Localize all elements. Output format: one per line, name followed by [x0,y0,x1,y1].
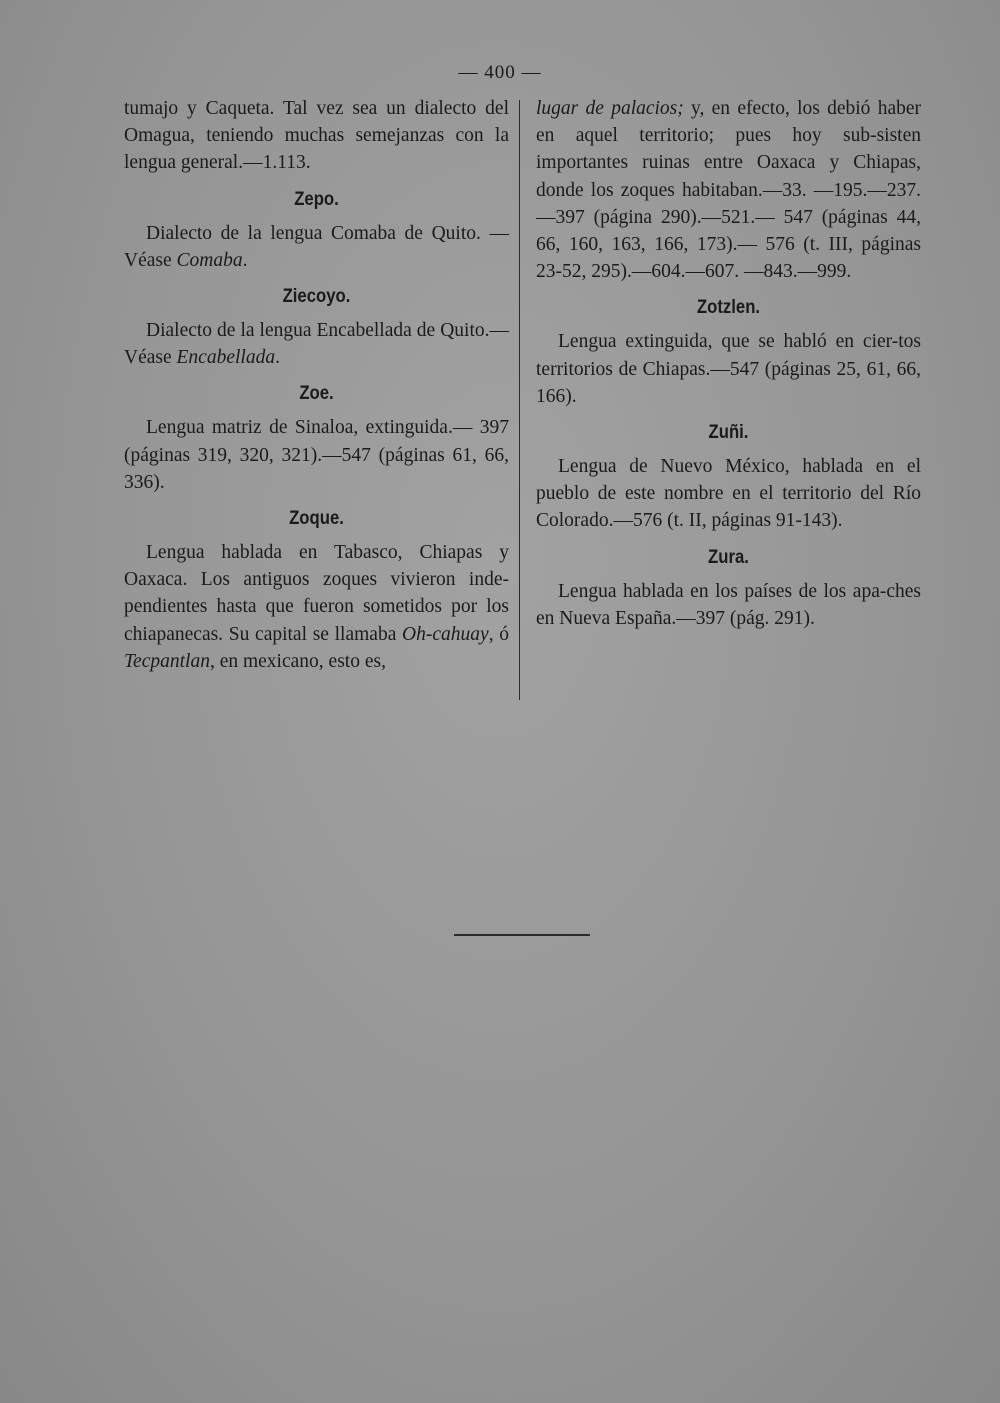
continuation-paragraph-zoque: lugar de palacios; y, en efecto, los debió haber en aquel territorio; pues hoy sub-sisten importantes ruinas entre Oaxaca y Chiapas, donde los zoques habitaban.—33. —195.—237.—397 (página 290).—521.— 547 (páginas 44, 66, 160, 163, 166, 173).— 576 (t. III, páginas 23-52, 295).—604.—607. —843.—999. [536,98,921,283]
entry-text-zura: Lengua hablada en los países de los apa-ches en Nueva España.—397 (pág. 291). [536,580,921,629]
entry-text-zoque: Lengua hablada en Tabasco, Chiapas y Oaxaca. Los antiguos zoques vivieron inde-pendientes hasta que fueron sometidos por los chiapanecas. Su capital se llamaba Oh-cahuay, ó Tecpantlan, en mexicano, esto es, [124,542,510,672]
entry-text-zoe: Lengua matriz de Sinaloa, extinguida.— 397 (páginas 319, 320, 321).—547 (páginas 61, 66, 336). [124,417,509,493]
entry-text-ziecoyo: Dialecto de la lengua Encabellada de Quito.—Véase Encabellada. [124,320,509,369]
continuation-paragraph: tumajo y Caqueta. Tal vez sea un dialecto del Omagua, teniendo muchas semejanzas con la lengua general.—1.113. [124,98,509,174]
page-number: — 400 — [458,62,542,83]
entry-heading-zoe: Zoe. [299,383,334,405]
entry-text-zepo: Dialecto de la lengua Comaba de Quito. —Véase Comaba. [124,222,509,271]
entry-heading-ziecoyo: Ziecoyo. [282,286,351,308]
entry-heading-zura: Zura. [708,546,749,568]
entry-heading-zotzlen: Zotzlen. [696,297,761,319]
entry-text-zuni: Lengua de Nuevo México, hablada en el pueblo de este nombre en el territorio del Río Colorado.—576 (t. II, páginas 91-143). [536,456,921,532]
entry-heading-zepo: Zepo. [294,188,339,210]
column-divider [519,100,520,700]
right-column [536,95,921,632]
entry-heading-zuni: Zuñi. [708,422,749,444]
left-column [124,95,509,675]
entry-heading-zoque: Zoque. [289,508,344,530]
end-rule [454,934,590,936]
entry-text-zotzlen: Lengua extinguida, que se habló en cier-tos territorios de Chiapas.—547 (páginas 25, 61, 66, 166). [536,331,921,407]
